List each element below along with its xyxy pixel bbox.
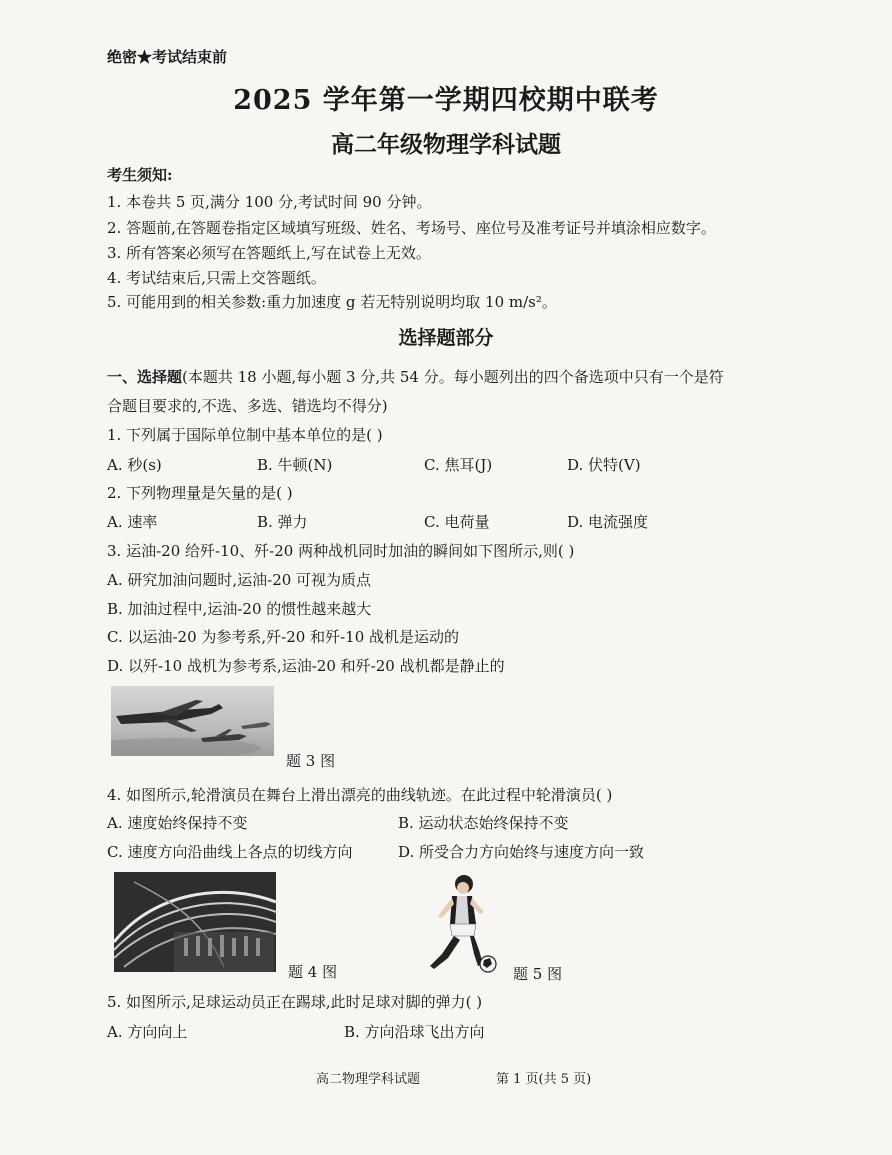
notice-item-2: 2. 答题前,在答题卷指定区域填写班级、姓名、考场号、座位号及准考证号并填涂相应数字。 bbox=[107, 219, 716, 237]
q2-option-c: C. 电荷量 bbox=[424, 513, 490, 531]
exam-title: 2025 学年第一学期四校期中联考 bbox=[233, 85, 659, 116]
q2-stem: 2. 下列物理量是矢量的是( ) bbox=[107, 484, 293, 502]
q1-option-a: A. 秒(s) bbox=[107, 456, 162, 474]
figure-3-caption: 题 3 图 bbox=[286, 752, 336, 770]
q3-option-b: B. 加油过程中,运油-20 的惯性越来越大 bbox=[107, 600, 372, 618]
q2-option-a: A. 速率 bbox=[107, 513, 158, 531]
section-title: 选择题部分 bbox=[398, 327, 494, 349]
light-trails-illustration bbox=[114, 872, 276, 972]
notice-item-1: 1. 本卷共 5 页,满分 100 分,考试时间 90 分钟。 bbox=[107, 193, 432, 211]
confidential-mark: 绝密★考试结束前 bbox=[107, 48, 228, 66]
q2-option-d: D. 电流强度 bbox=[567, 513, 649, 531]
notice-item-4: 4. 考试结束后,只需上交答题纸。 bbox=[107, 269, 326, 287]
q4-option-a: A. 速度始终保持不变 bbox=[107, 814, 248, 832]
q4-option-c: C. 速度方向沿曲线上各点的切线方向 bbox=[107, 843, 353, 861]
notice-heading: 考生须知: bbox=[107, 166, 173, 184]
q1-option-b: B. 牛顿(N) bbox=[257, 456, 333, 474]
q4-stem: 4. 如图所示,轮滑演员在舞台上滑出漂亮的曲线轨迹。在此过程中轮滑演员( ) bbox=[107, 786, 613, 804]
part1-desc-line2: 合题目要求的,不选、多选、错选均不得分) bbox=[107, 397, 388, 415]
exam-subtitle: 高二年级物理学科试题 bbox=[331, 131, 561, 158]
figure-4-skating-photo bbox=[114, 872, 276, 972]
football-player-illustration bbox=[412, 872, 502, 976]
footer-page-number: 第 1 页(共 5 页) bbox=[496, 1072, 592, 1087]
figure-3-refueling-photo bbox=[111, 686, 274, 756]
figure-5-football-player bbox=[412, 872, 502, 976]
part1-desc-line1 bbox=[107, 366, 724, 387]
q3-option-d: D. 以歼-10 战机为参考系,运油-20 和歼-20 战机都是静止的 bbox=[107, 657, 505, 675]
q4-option-b: B. 运动状态始终保持不变 bbox=[398, 814, 569, 832]
q4-option-d: D. 所受合力方向始终与速度方向一致 bbox=[398, 843, 645, 861]
part1-desc: (本题共 18 小题,每小题 3 分,共 54 分。每小题列出的四个备选项中只有一个是符 bbox=[182, 368, 724, 386]
q3-option-a: A. 研究加油问题时,运油-20 可视为质点 bbox=[107, 571, 372, 589]
figure-5-caption: 题 5 图 bbox=[513, 965, 563, 983]
notice-item-5: 5. 可能用到的相关参数:重力加速度 g 若无特别说明均取 10 m/s²。 bbox=[107, 293, 557, 311]
figure-4-caption: 题 4 图 bbox=[288, 963, 338, 981]
q5-stem: 5. 如图所示,足球运动员正在踢球,此时足球对脚的弹力( ) bbox=[107, 993, 483, 1011]
notice-item-3: 3. 所有答案必须写在答题纸上,写在试卷上无效。 bbox=[107, 244, 431, 262]
q3-stem: 3. 运油-20 给歼-10、歼-20 两种战机同时加油的瞬间如下图所示,则( ) bbox=[107, 542, 575, 560]
q1-option-c: C. 焦耳(J) bbox=[424, 456, 493, 474]
q5-option-a: A. 方向向上 bbox=[107, 1023, 188, 1041]
q2-option-b: B. 弹力 bbox=[257, 513, 308, 531]
q1-option-d: D. 伏特(V) bbox=[567, 456, 641, 474]
footer-subject: 高二物理学科试题 bbox=[316, 1072, 421, 1087]
q1-stem: 1. 下列属于国际单位制中基本单位的是( ) bbox=[107, 426, 383, 444]
q5-option-b: B. 方向沿球飞出方向 bbox=[344, 1023, 485, 1041]
part1-label: 一、选择题 bbox=[107, 368, 183, 386]
refueling-aircraft-illustration bbox=[111, 686, 274, 756]
q3-option-c: C. 以运油-20 为参考系,歼-20 和歼-10 战机是运动的 bbox=[107, 628, 460, 646]
